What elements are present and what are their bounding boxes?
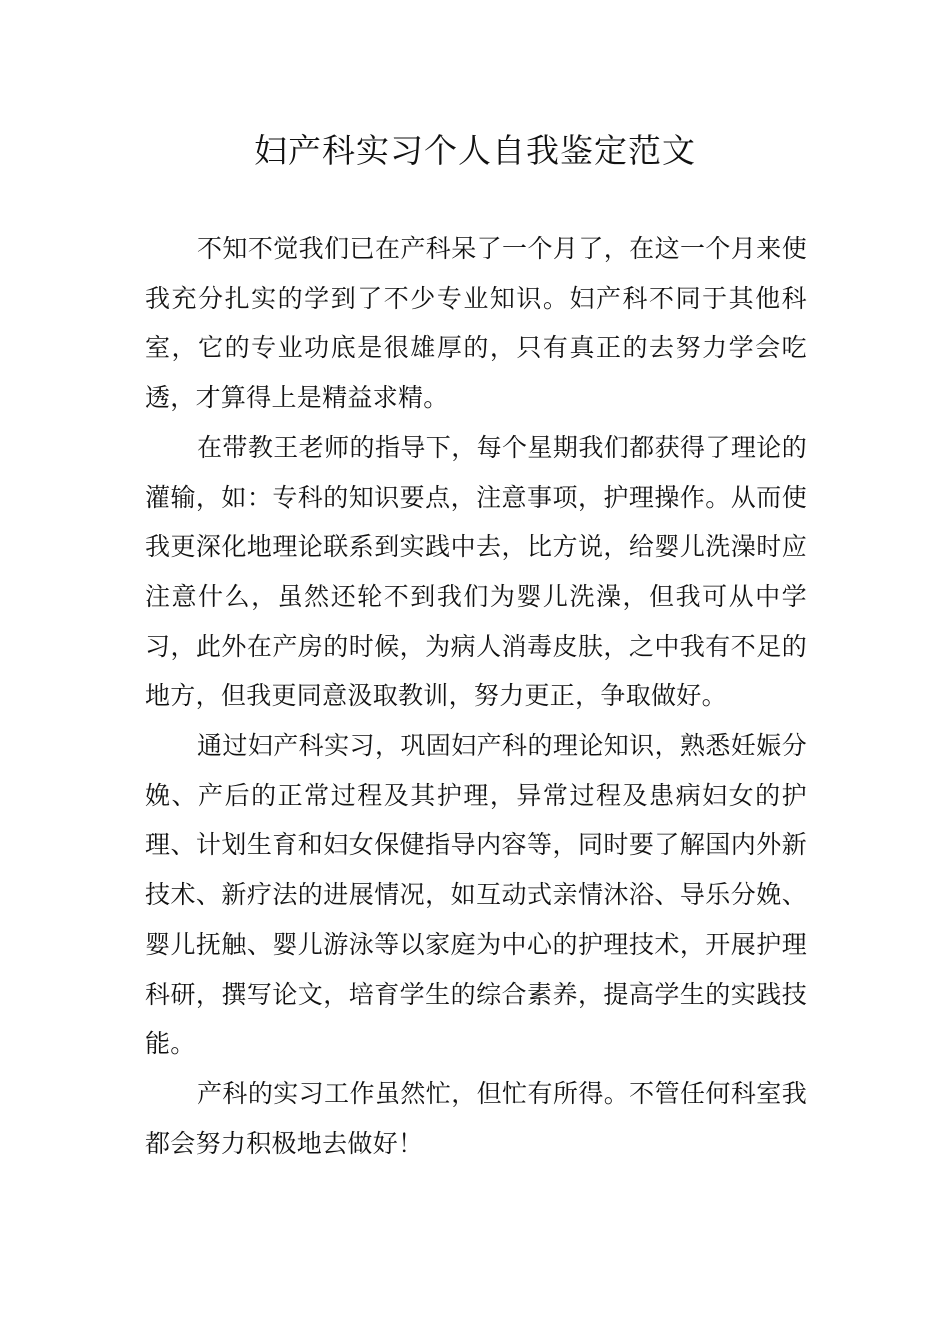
paragraph-4: 产科的实习工作虽然忙，但忙有所得。不管任何科室我都会努力积极地去做好！ [145, 1078, 807, 1158]
paragraph-3: 通过妇产科实习，巩固妇产科的理论知识，熟悉妊娠分娩、产后的正常过程及其护理，异常过程及患病妇女的护理、计划生育和妇女保健指导内容等，同时要了解国内外新技术、新疗法的进展情况，如互动式亲情沐浴、导乐分娩、婴儿抚触、婴儿游泳等以家庭为中心的护理技术，开展护理科研，撰写论文，培育学生的综合素养，提高学生的实践技能。 [145, 731, 807, 1059]
paragraph-1: 不知不觉我们已在产科呆了一个月了，在这一个月来使我充分扎实的学到了不少专业知识。妇产科不同于其他科室，它的专业功底是很雄厚的，只有真正的去努力学会吃透，才算得上是精益求精。 [145, 234, 807, 413]
paragraph-2: 在带教王老师的指导下，每个星期我们都获得了理论的灌输，如：专科的知识要点，注意事项，护理操作。从而使我更深化地理论联系到实践中去，比方说，给婴儿洗澡时应注意什么，虽然还轮不到我们为婴儿洗澡，但我可从中学习，此外在产房的时候，为病人消毒皮肤，之中我有不足的地方，但我更同意汲取教训，努力更正，争取做好。 [145, 432, 807, 711]
document-body [145, 224, 807, 1168]
document-title: 妇产科实习个人自我鉴定范文 [254, 131, 696, 170]
